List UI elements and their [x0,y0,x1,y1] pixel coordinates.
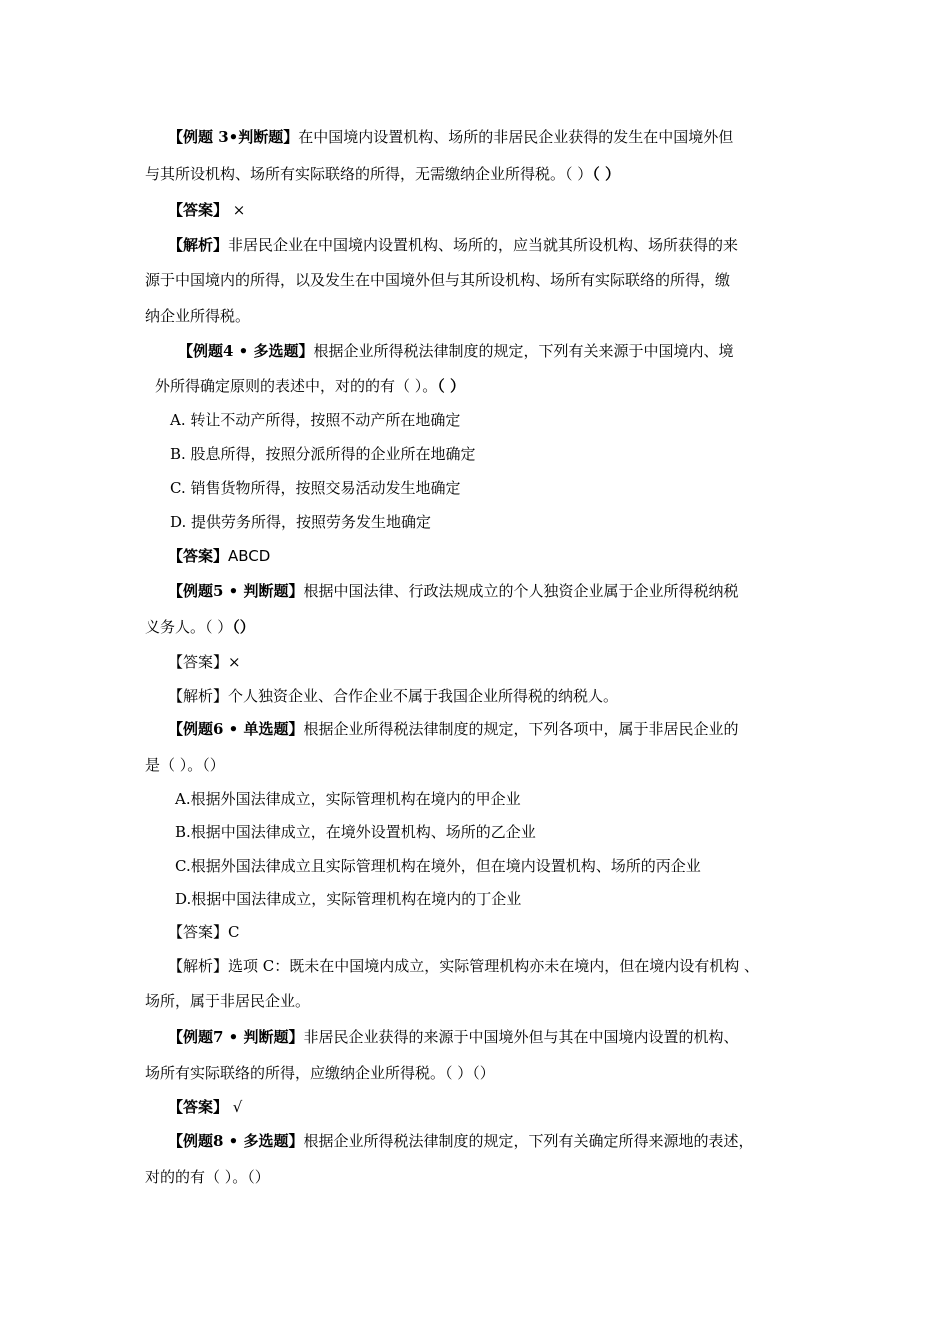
q5-label: 【例题5 • 判断题】 [168,582,304,600]
q4-line2 [155,376,465,396]
q3-analysis-label: 【解析】 [168,236,229,254]
q4-tail: （ ） [437,377,466,395]
q5-answer [168,652,241,672]
q5-line2 [145,617,255,637]
q6-analysis-label: 【解析】 [168,957,229,975]
q5-text2: 义务人。（ ） [145,618,233,636]
q5-line1 [168,581,739,601]
q4-text1: 根据企业所得税法律制度的规定，下列有关来源于中国境内、境 [313,342,734,360]
q3-analysis-text1: 非居民企业在中国境内设置机构、场所的，应当就其所设机构、场所获得的来 [228,236,739,254]
q7-label: 【例题7 • 判断题】 [168,1028,304,1046]
q8-label: 【例题8 • 多选题】 [168,1132,304,1150]
q6-analysis1 [168,956,759,976]
q6-answer [168,922,240,942]
q6-answer-value: C [228,923,240,941]
q5-answer-value: × [228,653,241,671]
q5-answer-label: 【答案】 [168,653,229,671]
q3-analysis2: 源于中国境内的所得，以及发生在中国境外但与其所设机构、场所有实际联络的所得，缴 [145,271,731,289]
q6-line2: 是（ ）。（） [145,756,225,774]
q8-line2: 对的的有（ ）。（） [145,1168,270,1186]
q6-option-a: A.根据外国法律成立，实际管理机构在境内的甲企业 [175,790,521,808]
q5-text1: 根据中国法律、行政法规成立的个人独资企业属于企业所得税纳税 [303,582,739,600]
q5-analysis1 [168,686,618,706]
q7-text1: 非居民企业获得的来源于中国境外但与其在中国境内设置的机构、 [303,1028,739,1046]
q8-text1: 根据企业所得税法律制度的规定，下列有关确定所得来源地的表述， [303,1132,754,1150]
q4-option-b: B. 股息所得，按照分派所得的企业所在地确定 [170,445,476,463]
q6-answer-label: 【答案】 [168,923,229,941]
q7-line2: 场所有实际联络的所得，应缴纳企业所得税。（ ）（） [145,1064,495,1082]
q7-answer [168,1097,242,1117]
q6-option-c: C.根据外国法律成立且实际管理机构在境外，但在境内设置机构、场所的丙企业 [175,857,701,875]
q5-tail: （） [232,618,255,636]
q3-line1 [168,127,733,147]
q6-analysis2: 场所，属于非居民企业。 [145,992,311,1010]
q3-label: 【例题 3•判断题】 [168,128,299,146]
q6-option-b: B.根据中国法律成立，在境外设置机构、场所的乙企业 [175,823,536,841]
q5-analysis-text1: 个人独资企业、合作企业不属于我国企业所得税的纳税人。 [228,687,619,705]
q3-analysis1 [168,235,738,255]
q6-text1: 根据企业所得税法律制度的规定，下列各项中，属于非居民企业的 [303,720,739,738]
q3-analysis3: 纳企业所得税。 [145,307,251,325]
q4-answer [168,546,270,566]
q3-answer [168,200,245,220]
q3-line2 [145,164,620,184]
q4-option-a: A. 转让不动产所得，按照不动产所在地确定 [170,411,461,429]
q4-answer-label: 【答案】 [168,547,229,565]
q4-text2: 外所得确定原则的表述中，对的的有（ ）。 [155,377,438,395]
q6-label: 【例题6 • 单选题】 [168,720,304,738]
q7-line1 [168,1027,739,1047]
q3-text1: 在中国境内设置机构、场所的非居民企业获得的发生在中国境外但 [298,128,734,146]
q4-answer-value: ABCD [228,547,271,565]
q6-analysis-text1: 选项 C：既未在中国境内成立，实际管理机构亦未在境内，但在境内设有机构 、 [228,957,760,975]
q4-label: 【例题4 • 多选题】 [178,342,314,360]
q3-answer-value: × [228,201,246,219]
q7-answer-value: √ [228,1098,243,1116]
q8-line1 [168,1131,754,1151]
q4-option-d: D. 提供劳务所得，按照劳务发生地确定 [170,513,432,531]
q3-answer-label: 【答案】 [168,201,229,219]
q3-text2: 与其所设机构、场所有实际联络的所得，无需缴纳企业所得税。（ ） [145,165,593,183]
q3-tail: （ ） [592,165,621,183]
q5-analysis-label: 【解析】 [168,687,229,705]
q6-option-d: D.根据中国法律成立，实际管理机构在境内的丁企业 [175,890,522,908]
q4-option-c: C. 销售货物所得，按照交易活动发生地确定 [170,479,461,497]
q7-answer-label: 【答案】 [168,1098,229,1116]
q6-line1 [168,719,739,739]
q4-line1 [178,341,734,361]
